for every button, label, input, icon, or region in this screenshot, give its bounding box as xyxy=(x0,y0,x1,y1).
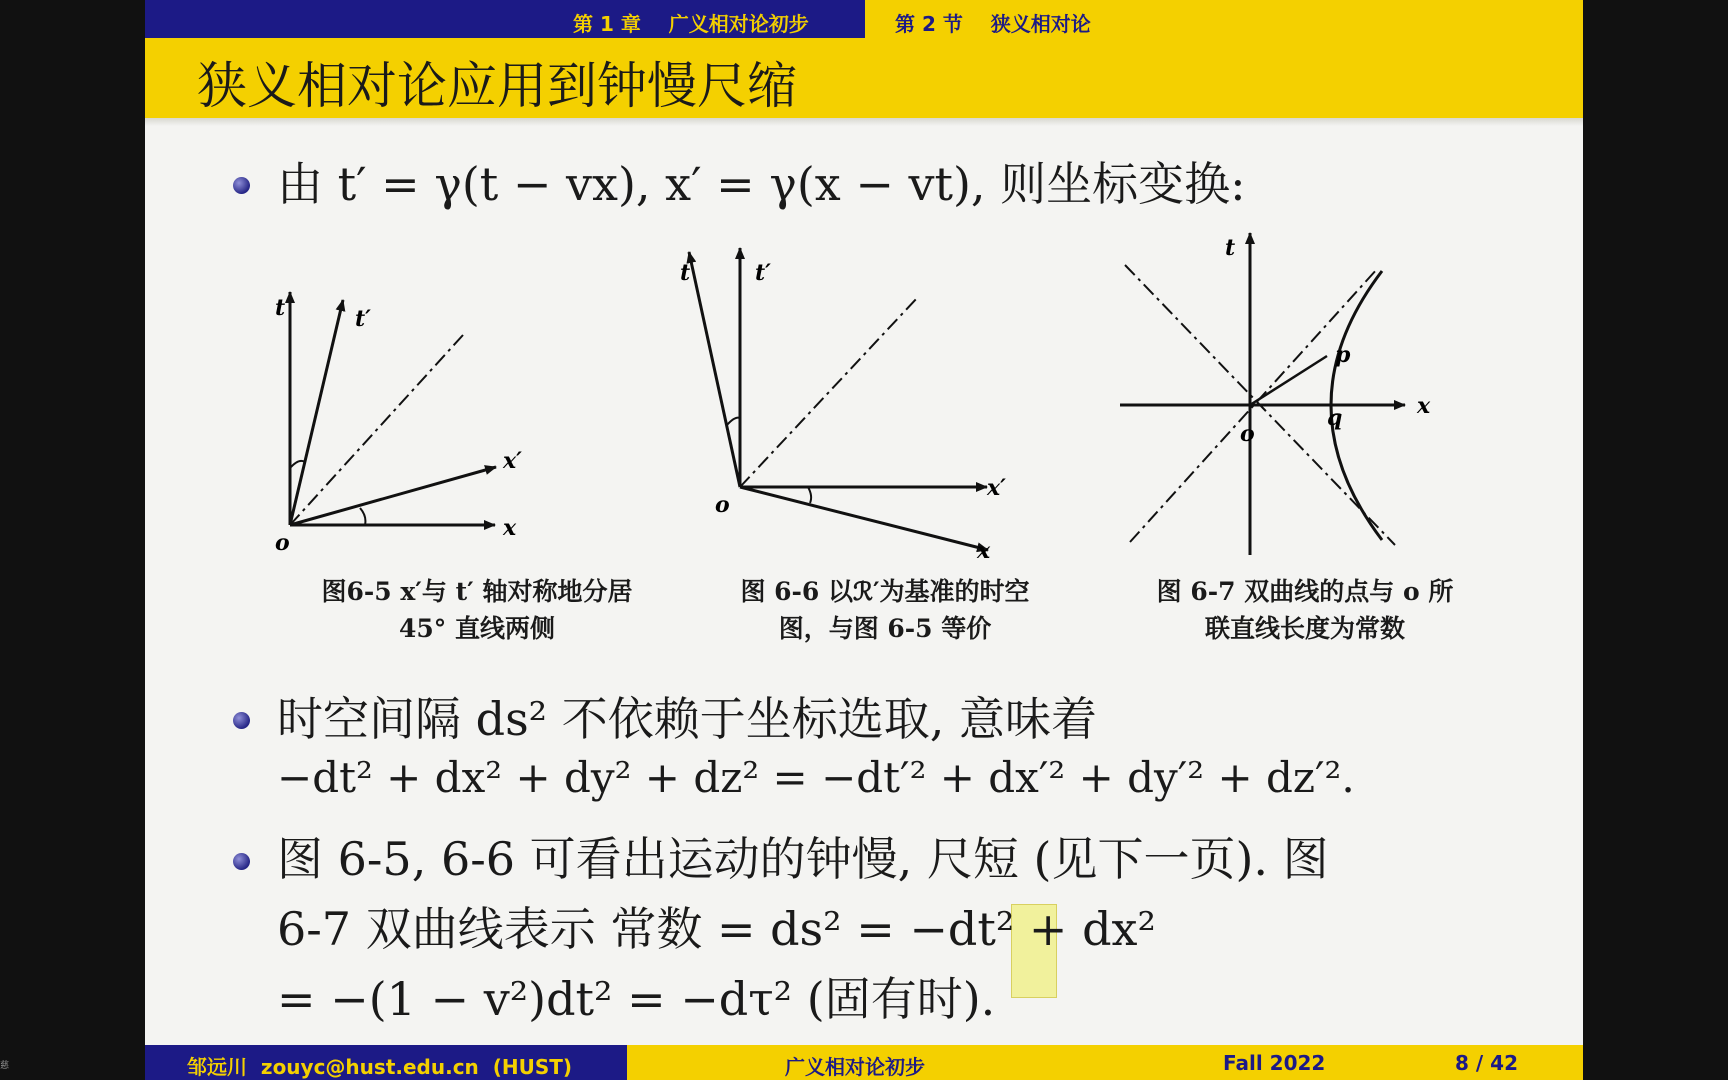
footer-page-number: 8 / 42 xyxy=(1455,1051,1518,1075)
label-t: t xyxy=(680,260,691,286)
figure-6-5-diagram xyxy=(275,270,575,556)
bullet-marker xyxy=(233,853,250,870)
figure-6-5-caption xyxy=(277,573,677,647)
footer-author: 邹远川 zouyc@hust.edu.cn (HUST) xyxy=(187,1055,573,1079)
header-bar xyxy=(145,0,1583,38)
bullet-marker xyxy=(233,177,250,194)
label-o: o xyxy=(1240,421,1255,447)
footer-bar xyxy=(145,1045,1583,1080)
edge-mark: 慈 xyxy=(0,1061,10,1071)
figure-6-7-caption xyxy=(1105,573,1505,647)
angle-arc xyxy=(360,508,365,525)
caption-line: 图，与图 6-5 等价 xyxy=(778,614,992,643)
header-section[interactable]: 第 2 节 狭义相对论 xyxy=(895,12,1091,36)
caption-line: 图 6-7 双曲线的点与 o 所 xyxy=(1156,577,1454,606)
caption-line: 45° 直线两侧 xyxy=(399,614,555,643)
bullet-marker xyxy=(233,712,250,729)
bullet-3-line-3: = −(1 − v²)dt² = −dτ² (固有时). xyxy=(277,972,996,1026)
caption-line: 联直线长度为常数 xyxy=(1204,614,1405,643)
angle-arc xyxy=(727,418,740,425)
footer-course-panel xyxy=(627,1045,1103,1080)
label-t: t xyxy=(275,295,286,321)
label-x-prime: x′ xyxy=(987,475,1006,501)
bullet-2-line-1: 时空间隔 ds² 不依赖于坐标选取, 意味着 xyxy=(277,692,1097,746)
caption-line: 图 6-6 以ℛ′为基准的时空 xyxy=(740,577,1030,606)
t-axis xyxy=(689,252,740,487)
header-chapter-panel xyxy=(145,0,865,38)
light-cone-line xyxy=(740,297,918,487)
label-o: o xyxy=(715,492,730,518)
label-p: p xyxy=(1335,342,1351,368)
footer-author-panel xyxy=(145,1045,627,1080)
t-prime-axis xyxy=(290,300,343,525)
x-prime-axis xyxy=(290,467,496,525)
label-o: o xyxy=(275,530,290,556)
label-q: q xyxy=(1327,405,1343,431)
bullet-3-line-1: 图 6-5, 6-6 可看出运动的钟慢, 尺短 (见下一页). 图 xyxy=(277,832,1329,886)
bullet-2-line-2: −dt² + dx² + dy² + dz² = −dt′² + dx′² + dy′² + dz′². xyxy=(277,753,1355,802)
label-t-prime: t′ xyxy=(355,306,371,332)
title-shadow xyxy=(145,118,1583,126)
header-section-panel xyxy=(865,0,1583,38)
angle-arc xyxy=(808,487,811,503)
header-chapter[interactable]: 第 1 章 广义相对论初步 xyxy=(573,12,809,36)
footer-course: 广义相对论初步 xyxy=(785,1055,925,1079)
figure-6-6-caption xyxy=(685,573,1085,647)
x-axis xyxy=(740,487,988,550)
label-x: x xyxy=(977,538,991,564)
caption-line: 图6-5 x′与 t′ 轴对称地分居 xyxy=(321,577,633,606)
light-cone-line xyxy=(290,335,463,525)
label-x: x xyxy=(503,515,517,541)
bullet-3-line-2: 6-7 双曲线表示 常数 = ds² = −dt² + dx² xyxy=(277,902,1156,956)
bullet-1-line-1: 由 t′ = γ(t − vx), x′ = γ(x − vt), 则坐标变换: xyxy=(277,157,1246,211)
figure-6-6-diagram xyxy=(665,240,1006,570)
slide xyxy=(145,0,1583,1080)
radius-line xyxy=(1250,356,1327,405)
footer-term: Fall 2022 xyxy=(1223,1051,1326,1075)
label-x: x xyxy=(1417,393,1431,419)
figure-6-7-diagram xyxy=(1105,225,1445,565)
label-t-prime: t′ xyxy=(755,260,771,286)
slide-title: 狭义相对论应用到钟慢尺缩 xyxy=(197,57,797,115)
footer-meta-panel xyxy=(1103,1045,1583,1080)
label-x-prime: x′ xyxy=(503,448,522,474)
title-bar xyxy=(145,38,1583,118)
label-t: t xyxy=(1225,235,1236,261)
